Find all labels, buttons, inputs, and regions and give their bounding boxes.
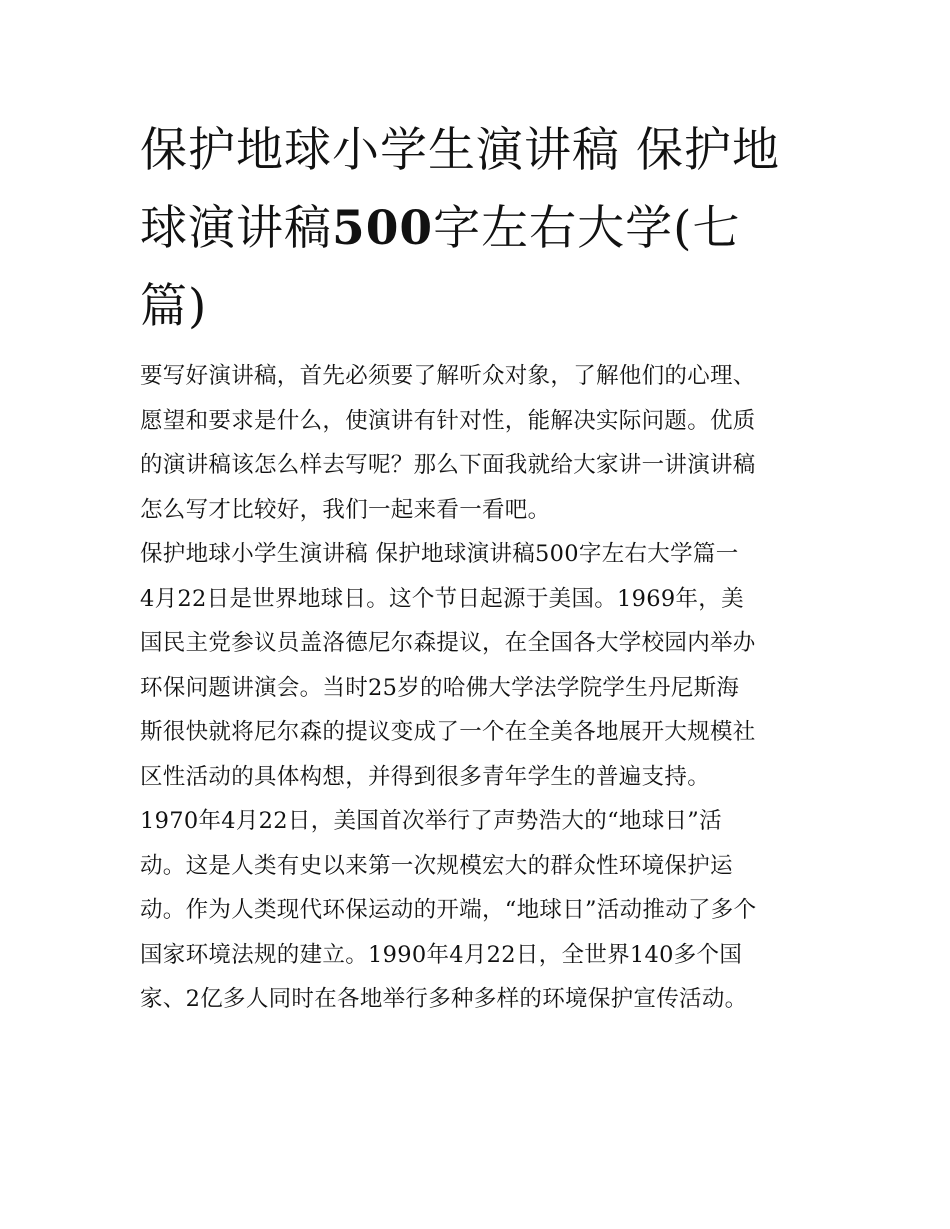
text-line: 4月22日是世界地球日。这个节日起源于美国。1969年，美: [140, 585, 744, 612]
text-line: 1970年4月22日，美国首次举行了声势浩大的“地球日”活: [140, 808, 722, 834]
section-heading: [140, 532, 816, 577]
title-number: 500: [332, 201, 434, 256]
text-line: 保护地球小学生演讲稿 保护地球演讲稿500字左右大学篇一: [140, 541, 739, 567]
text-line: 国家环境法规的建立。1990年4月22日，全世界140多个国: [140, 941, 743, 968]
title-line-1: 保护地球小学生演讲稿 保护地: [140, 123, 780, 178]
title-line-2: 球演讲稿500字左右大学(七: [140, 201, 741, 256]
document-title: [140, 112, 816, 346]
earth-day-history-paragraph: [140, 799, 816, 1022]
text-line: 愿望和要求是什么，使演讲有针对性，能解决实际问题。优质: [140, 407, 756, 434]
intro-paragraph: [140, 354, 816, 532]
text-line: 怎么写才比较好，我们一起来看一看吧。: [140, 496, 551, 523]
title-line-3: 篇): [140, 279, 208, 334]
text-line: 环保问题讲演会。当时25岁的哈佛大学法学院学生丹尼斯海: [140, 674, 740, 701]
text-line: 动。作为人类现代环保运动的开端，“地球日”活动推动了多个: [140, 897, 757, 923]
document-page: [140, 112, 816, 1022]
text-line: 要写好演讲稿，首先必须要了解听众对象，了解他们的心理、: [140, 363, 756, 389]
text-line: 斯很快就将尼尔森的提议变成了一个在全美各地展开大规模社: [140, 719, 756, 745]
text-line: 区性活动的具体构想，并得到很多青年学生的普遍支持。: [140, 763, 711, 790]
text-line: 的演讲稿该怎么样去写呢？那么下面我就给大家讲一讲演讲稿: [140, 452, 756, 478]
text-line: 动。这是人类有史以来第一次规模宏大的群众性环境保护运: [140, 852, 733, 879]
text-line: 家、2亿多人同时在各地举行多种多样的环境保护宣传活动。: [140, 986, 748, 1012]
document-body: [140, 354, 816, 1022]
text-line: 国民主党参议员盖洛德尼尔森提议，在全国各大学校园内举办: [140, 630, 756, 656]
earth-day-origin-paragraph: [140, 577, 816, 800]
